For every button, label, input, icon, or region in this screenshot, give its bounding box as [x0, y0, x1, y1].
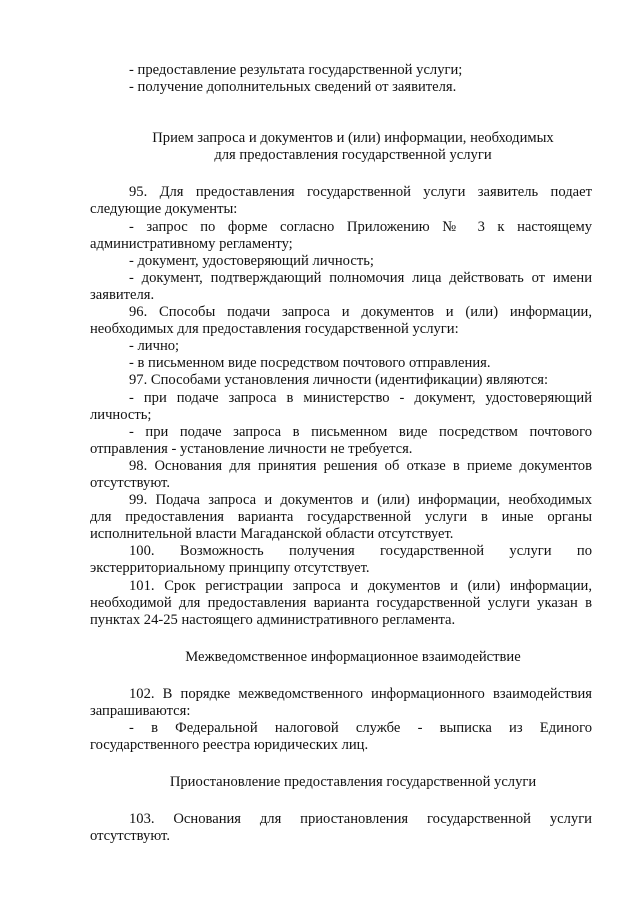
- paragraph-line: пунктах 24-25 настоящего административного регламента.: [90, 611, 456, 628]
- paragraph-line: экстерриториальному принципу отсутствует.: [90, 560, 370, 577]
- paragraph-line: 98. Основания для принятия решения об отказе в приеме документов: [129, 457, 592, 474]
- section-heading: Приостановление предоставления государственной услуги: [169, 774, 537, 791]
- paragraph-line: 97. Способами установления личности (идентификации) являются:: [129, 372, 549, 389]
- paragraph-line: 96. Способы подачи запроса и документов и (или) информации,: [129, 304, 592, 321]
- list-item: - в Федеральной налоговой службе - выписка из Единого: [129, 720, 592, 737]
- paragraph-line: отсутствуют.: [90, 828, 170, 845]
- list-item: отправления - установление личности не требуется.: [90, 440, 413, 457]
- paragraph-line: необходимых для предоставления государственной услуги:: [90, 321, 459, 338]
- paragraph-line: 103. Основания для приостановления государственной услуги: [129, 811, 592, 828]
- list-item: личность;: [90, 406, 152, 423]
- paragraph-line: исполнительной власти Магаданской области отсутствует.: [90, 526, 454, 543]
- list-item: - запрос по форме согласно Приложению № 3 к настоящему: [129, 218, 592, 235]
- list-item: - лично;: [129, 338, 180, 355]
- paragraph-line: отсутствуют.: [90, 474, 170, 491]
- paragraph-line: 102. В порядке межведомственного информационного взаимодействия: [129, 685, 592, 702]
- section-heading: для предоставления государственной услуги: [214, 147, 492, 164]
- paragraph-line: 95. Для предоставления государственной услуги заявитель подает: [129, 184, 592, 201]
- list-item: - получение дополнительных сведений от заявителя.: [129, 79, 457, 96]
- paragraph-line: следующие документы:: [90, 201, 238, 218]
- list-item: государственного реестра юридических лиц.: [90, 737, 369, 754]
- list-item: - предоставление результата государственной услуги;: [129, 62, 463, 78]
- list-item: - в письменном виде посредством почтового отправления.: [129, 355, 491, 372]
- section-heading: Межведомственное информационное взаимодействие: [185, 648, 521, 665]
- section-heading: Прием запроса и документов и (или) информации, необходимых: [152, 130, 554, 147]
- paragraph-line: для предоставления варианта государственной услуги в иные органы: [90, 509, 592, 526]
- list-item: административному регламенту;: [90, 235, 293, 252]
- paragraph-line: 100. Возможность получения государственной услуги по: [129, 543, 592, 560]
- paragraph-line: необходимой для предоставления варианта государственной услуги указан в: [90, 594, 592, 611]
- list-item: - при подаче запроса в министерство - документ, удостоверяющий: [129, 389, 592, 406]
- list-item: - документ, подтверждающий полномочия лица действовать от имени: [129, 269, 592, 286]
- paragraph-line: 99. Подача запроса и документов и (или) информации, необходимых: [129, 492, 592, 509]
- list-item: - документ, удостоверяющий личность;: [129, 252, 374, 269]
- list-item: заявителя.: [90, 286, 155, 303]
- list-item: - при подаче запроса в письменном виде посредством почтового: [129, 423, 592, 440]
- paragraph-line: 101. Срок регистрации запроса и документов и (или) информации,: [129, 577, 592, 594]
- document-body: [90, 62, 592, 846]
- paragraph-line: запрашиваются:: [90, 703, 191, 719]
